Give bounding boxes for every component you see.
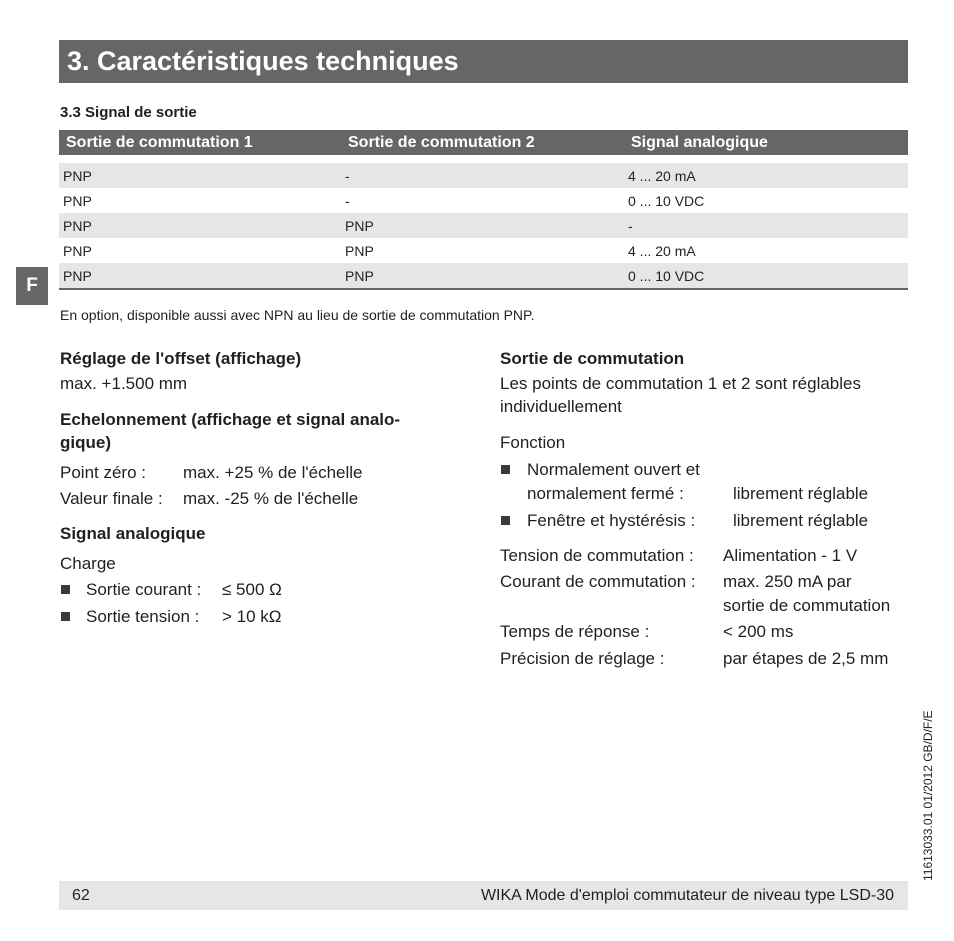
table-cell: PNP — [63, 267, 92, 284]
footer-bar — [59, 881, 908, 910]
page-number: 62 — [72, 887, 90, 904]
table-divider — [59, 288, 908, 290]
scaling-heading-line2: gique) — [60, 433, 111, 452]
bullet-icon — [501, 465, 510, 474]
response-time-value: < 200 ms — [723, 622, 794, 641]
switch-output-heading: Sortie de commutation — [500, 349, 685, 368]
switching-voltage-label: Tension de commutation : — [500, 546, 694, 565]
table-cell: PNP — [345, 217, 374, 234]
no-nc-label-line1: Normalement ouvert et — [527, 460, 700, 479]
table-cell: - — [345, 192, 350, 209]
analog-signal-heading: Signal analogique — [60, 524, 206, 543]
setting-precision-value: par étapes de 2,5 mm — [723, 649, 889, 668]
table-cell: PNP — [63, 192, 92, 209]
table-cell: PNP — [63, 242, 92, 259]
bullet-icon — [61, 585, 70, 594]
table-row — [59, 188, 908, 213]
response-time-label: Temps de réponse : — [500, 622, 650, 641]
switch-desc-line1: Les points de commutation 1 et 2 sont réglables — [500, 374, 861, 393]
table-cell: PNP — [345, 242, 374, 259]
column-header: Sortie de commutation 2 — [348, 133, 535, 151]
output-signal-table — [59, 130, 908, 290]
column-header: Sortie de commutation 1 — [66, 133, 253, 151]
zero-point-label: Point zéro : — [60, 463, 146, 482]
table-cell: PNP — [345, 267, 374, 284]
language-tab: F — [16, 267, 48, 305]
table-cell: 0 ... 10 VDC — [628, 267, 705, 284]
zero-point-value: max. +25 % de l'échelle — [183, 463, 363, 482]
offset-heading: Réglage de l'offset (affichage) — [60, 349, 302, 368]
switching-current-label: Courant de commutation : — [500, 572, 696, 591]
final-value-value: max. -25 % de l'échelle — [183, 489, 359, 508]
footer-text: WIKA Mode d'emploi commutateur de niveau type LSD-30 — [480, 887, 894, 904]
table-header — [59, 130, 908, 155]
window-hysteresis-label: Fenêtre et hystérésis : — [527, 511, 696, 530]
bullet-icon — [61, 612, 70, 621]
setting-precision-label: Précision de réglage : — [500, 649, 665, 668]
table-cell: 4 ... 20 mA — [628, 242, 696, 259]
function-label: Fonction — [500, 433, 566, 452]
page-title: 3. Caractéristiques techniques — [59, 40, 908, 83]
table-row — [59, 238, 908, 263]
voltage-output-label: Sortie tension : — [86, 607, 200, 626]
scaling-heading-line1: Echelonnement (affichage et signal analo- — [60, 410, 401, 429]
table-cell: PNP — [63, 217, 92, 234]
table-cell: 0 ... 10 VDC — [628, 192, 705, 209]
column-header: Signal analogique — [631, 133, 768, 151]
no-nc-value: librement réglable — [733, 484, 869, 503]
switch-desc-line2: individuellement — [500, 397, 622, 416]
voltage-output-value: > 10 kΩ — [222, 607, 282, 626]
document-code: 11613033.01 01/2012 GB/D/F/E — [921, 710, 935, 881]
section-heading: 3.3 Signal de sortie — [60, 104, 197, 121]
switching-voltage-value: Alimentation - 1 V — [723, 546, 858, 565]
current-output-label: Sortie courant : — [86, 580, 202, 599]
charge-label: Charge — [60, 554, 116, 573]
offset-value: max. +1.500 mm — [60, 374, 188, 393]
table-row — [59, 213, 908, 238]
footnote: En option, disponible aussi avec NPN au lieu de sortie de commutation PNP. — [60, 307, 535, 323]
current-output-value: ≤ 500 Ω — [222, 580, 282, 599]
bullet-icon — [501, 516, 510, 525]
final-value-label: Valeur finale : — [60, 489, 163, 508]
switching-current-value-line1: max. 250 mA par — [723, 572, 852, 591]
switching-current-value-line2: sortie de commutation — [723, 596, 891, 615]
window-hysteresis-value: librement réglable — [733, 511, 869, 530]
table-row — [59, 163, 908, 188]
table-row — [59, 263, 908, 288]
table-cell: - — [628, 217, 633, 234]
table-cell: PNP — [63, 167, 92, 184]
table-cell: - — [345, 167, 350, 184]
no-nc-label-line2: normalement fermé : — [527, 484, 684, 503]
table-cell: 4 ... 20 mA — [628, 167, 696, 184]
